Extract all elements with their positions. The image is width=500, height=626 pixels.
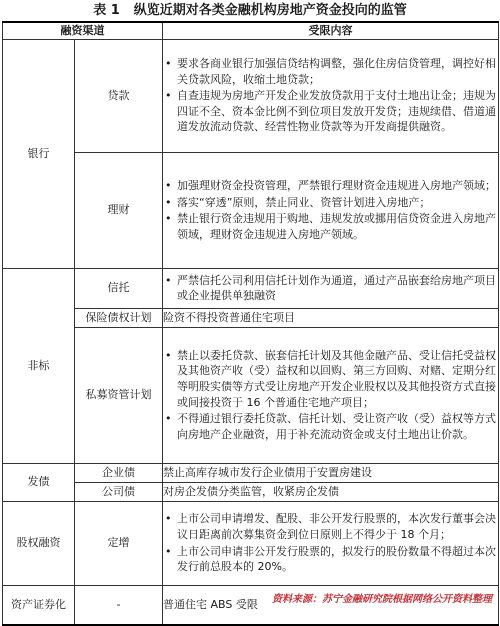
subcategory-trust: 信托 (75, 268, 163, 308)
placement-content (163, 501, 499, 585)
header-channel: 融资渠道 (3, 22, 163, 39)
header-row (3, 22, 499, 39)
trust-content (163, 268, 499, 308)
list-item: • 落实“穿透”原则，禁止同业、资管计划进入房地产； (165, 195, 431, 209)
bullet-icon: • (165, 544, 172, 558)
category-bond: 发债 (3, 463, 75, 501)
bullet-icon: • (165, 57, 172, 71)
subcategory-loan: 贷款 (75, 39, 163, 152)
category-abs: 资产证券化 (3, 585, 75, 625)
table-title-text: 纵览近期对各类金融机构房地产资金投向的监管 (133, 3, 407, 18)
category-equity: 股权融资 (3, 501, 75, 585)
subcategory-abs: - (75, 585, 163, 625)
subcategory-placement: 定增 (75, 501, 163, 585)
bullet-icon: • (165, 348, 172, 362)
list-item: • 要求各商业银行加强信贷结构调整，强化住房信贷管理，调控好相关贷款风险，收缩土地贷款； (165, 57, 496, 86)
corporate-bond-content: 对房企发债分类监管，收紧房企发债 (163, 482, 499, 501)
table-row (3, 501, 499, 585)
bullet-icon: • (165, 178, 172, 192)
subcategory-private: 私募资管计划 (75, 327, 163, 463)
bullet-icon: • (165, 89, 172, 103)
subcategory-corporate-bond: 公司债 (75, 482, 163, 501)
bullet-icon: • (165, 273, 172, 287)
table-row (3, 268, 499, 308)
subcategory-enterprise-bond: 企业债 (75, 463, 163, 482)
list-item: • 禁止以委托贷款、嵌套信托计划及其他金融产品、受让信托受益权及其他资产收（受）益权和以回购、第三方回购、对赌、定期分红等明股实债等方式受让房地产开发企业股权以及其他投资方式直接或间接投资于 16 个普通住宅地产项目； (165, 348, 496, 409)
subcategory-insurance: 保险债权计划 (75, 308, 163, 327)
bullet-icon: • (165, 212, 172, 226)
enterprise-bond-content: 禁止高库存城市发行企业债用于安置房建设 (163, 463, 499, 482)
table-number: 表 1 (93, 3, 120, 18)
table-row (3, 327, 499, 463)
category-nonstandard: 非标 (3, 268, 75, 463)
insurance-content: 险资不得投资普通住宅项目 (163, 308, 499, 327)
regulation-table (2, 21, 499, 626)
table-row (3, 482, 499, 501)
list-item: • 自查违规为房地产开发企业发放贷款用于支付土地出让金；违规为四证不全、资本金比例不到位项目发放开发贷；违规续借、借道通道发放流动贷款、经营性物业贷款等为开发商提供融资。 (165, 89, 496, 134)
list-item: • 加强理财资金投资管理，严禁银行理财资金违规进入房地产领域； (165, 178, 496, 192)
table-row (3, 152, 499, 268)
list-item: • 不得通过银行委托贷款、信托计划、受让资产收（受）益权等方式向房地产企业融资，用于补充流动资金或支付土地出让价款。 (165, 412, 496, 441)
wealth-content (163, 152, 499, 268)
bullet-icon: • (165, 512, 172, 526)
list-item: • 上市公司申请非公开发行股票的，拟发行的股份数量不得超过本次发行前总股本的 20%。 (165, 544, 496, 574)
bullet-icon: • (165, 412, 172, 426)
abs-content: 普通住宅 ABS 受限 (163, 585, 499, 625)
list-item: • 上市公司申请增发、配股、非公开发行股票的，本次发行董事会决议日距离前次募集资金到位日原则上不得少于 18 个月； (165, 512, 496, 541)
table-row (3, 463, 499, 482)
table-row (3, 308, 499, 327)
bullet-icon: • (165, 195, 172, 209)
list-item: • 严禁信托公司利用信托计划作为通道，通过产品嵌套给房地产项目或企业提供单独融资 (165, 273, 496, 303)
category-bank: 银行 (3, 39, 75, 268)
subcategory-wealth: 理财 (75, 152, 163, 268)
list-item: • 禁止银行资金违规用于购地、违规发放或挪用信贷资金进入房地产领域，理财资金违规进入房地产领域。 (165, 212, 496, 241)
table-row (3, 39, 499, 152)
table-title (0, 2, 500, 20)
loan-content (163, 39, 499, 152)
private-content (163, 327, 499, 463)
header-content: 受限内容 (163, 22, 499, 39)
source-note: 资料来源：苏宁金融研究院根据网络公开资料整理 (272, 594, 492, 605)
